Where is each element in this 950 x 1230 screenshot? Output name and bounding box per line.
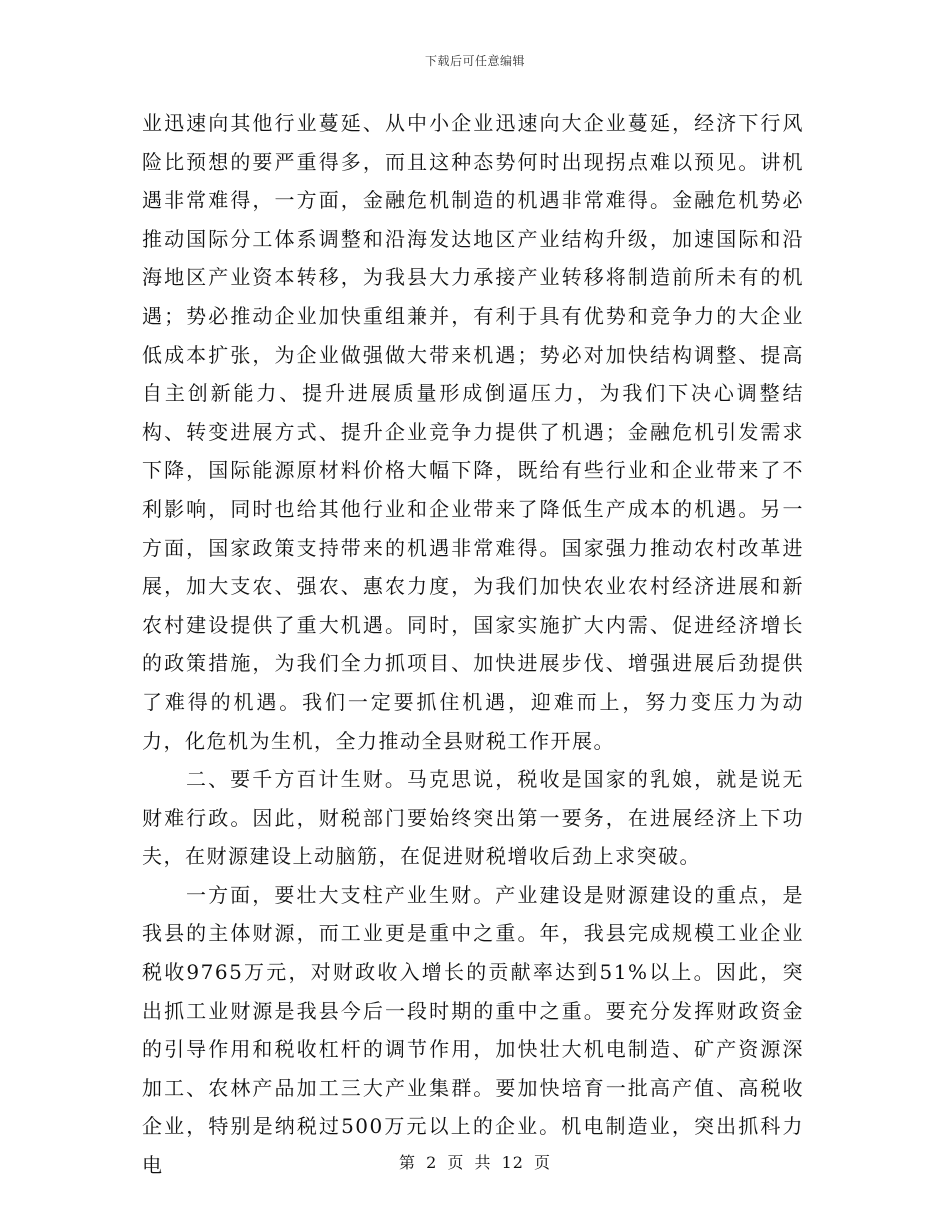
footer-suffix: 页 [534,1153,552,1172]
page-header: 下载后可任意编辑 [424,54,525,68]
paragraph-section-two: 二、要千方百计生财。马克思说，税收是国家的乳娘，就是说无财难行政。因此，财税部门要始终突出第一要务，在进展经济上下功夫，在财源建设上动脑筋，在促进财税增收后劲上求突破。 [142,767,804,869]
footer-prefix: 第 [398,1153,416,1172]
paragraph-opportunity: 业迅速向其他行业蔓延、从中小企业迅速向大企业蔓延，经济下行风险比预想的要严重得多，而且这种态势何时出现拐点难以预见。讲机遇非常难得，一方面，金融危机制造的机遇非常难得。金融危机势必推动国际分工体系调整和沿海发达地区产业结构升级，加速国际和沿海地区产业资本转移，为我县大力承接产业转移将制造前所未有的机遇；势必推动企业加快重组兼并，有利于具有优势和竞争力的大企业低成本扩张，为企业做强做大带来机遇；势必对加快结构调整、提高自主创新能力、提升进展质量形成倒逼压力，为我们下决心调整结构、转变进展方式、提升企业竞争力提供了机遇；金融危机引发需求下降，国际能源原材料价格大幅下降，既给有些行业和企业带来了不利影响，同时也给其他行业和企业带来了降低生产成本的机遇。另一方面，国家政策支持带来的机遇非常难得。国家强力推动农村改革进展，加大支农、强农、惠农力度，为我们加快农业农村经济进展和新农村建设提供了重大机遇。同时，国家实施扩大内需、促进经济增长的政策措施，为我们全力抓项目、加快进展步伐、增强进展后劲提供了难得的机遇。我们一定要抓住机遇，迎难而上，努力变压力为动力，化危机为生机，全力推动全县财税工作开展。 [142,111,804,753]
footer-total-word: 共 [474,1153,492,1172]
footer-page-word: 页 [447,1153,465,1172]
paragraph-industry-finance: 一方面，要壮大支柱产业生财。产业建设是财源建设的重点，是我县的主体财源，而工业更是重中之重。年，我县完成规模工业企业税收9765万元，对财政收入增长的贡献率达到51%以上。因此，突出抓工业财源是我县今后一段时期的重中之重。要充分发挥财政资金的引导作用和税收杠杆的调节作用，加快壮大机电制造、矿产资源深加工、农林产品加工三大产业集群。要加快培育一批高产值、高税收企业，特别是纳税过500万元以上的企业。机电制造业，突出抓科力电 [142,882,804,1178]
document-body [142,104,804,1185]
footer-total-pages: 12 [501,1153,524,1172]
footer-current-page: 2 [426,1153,438,1172]
page-footer [0,1150,950,1173]
